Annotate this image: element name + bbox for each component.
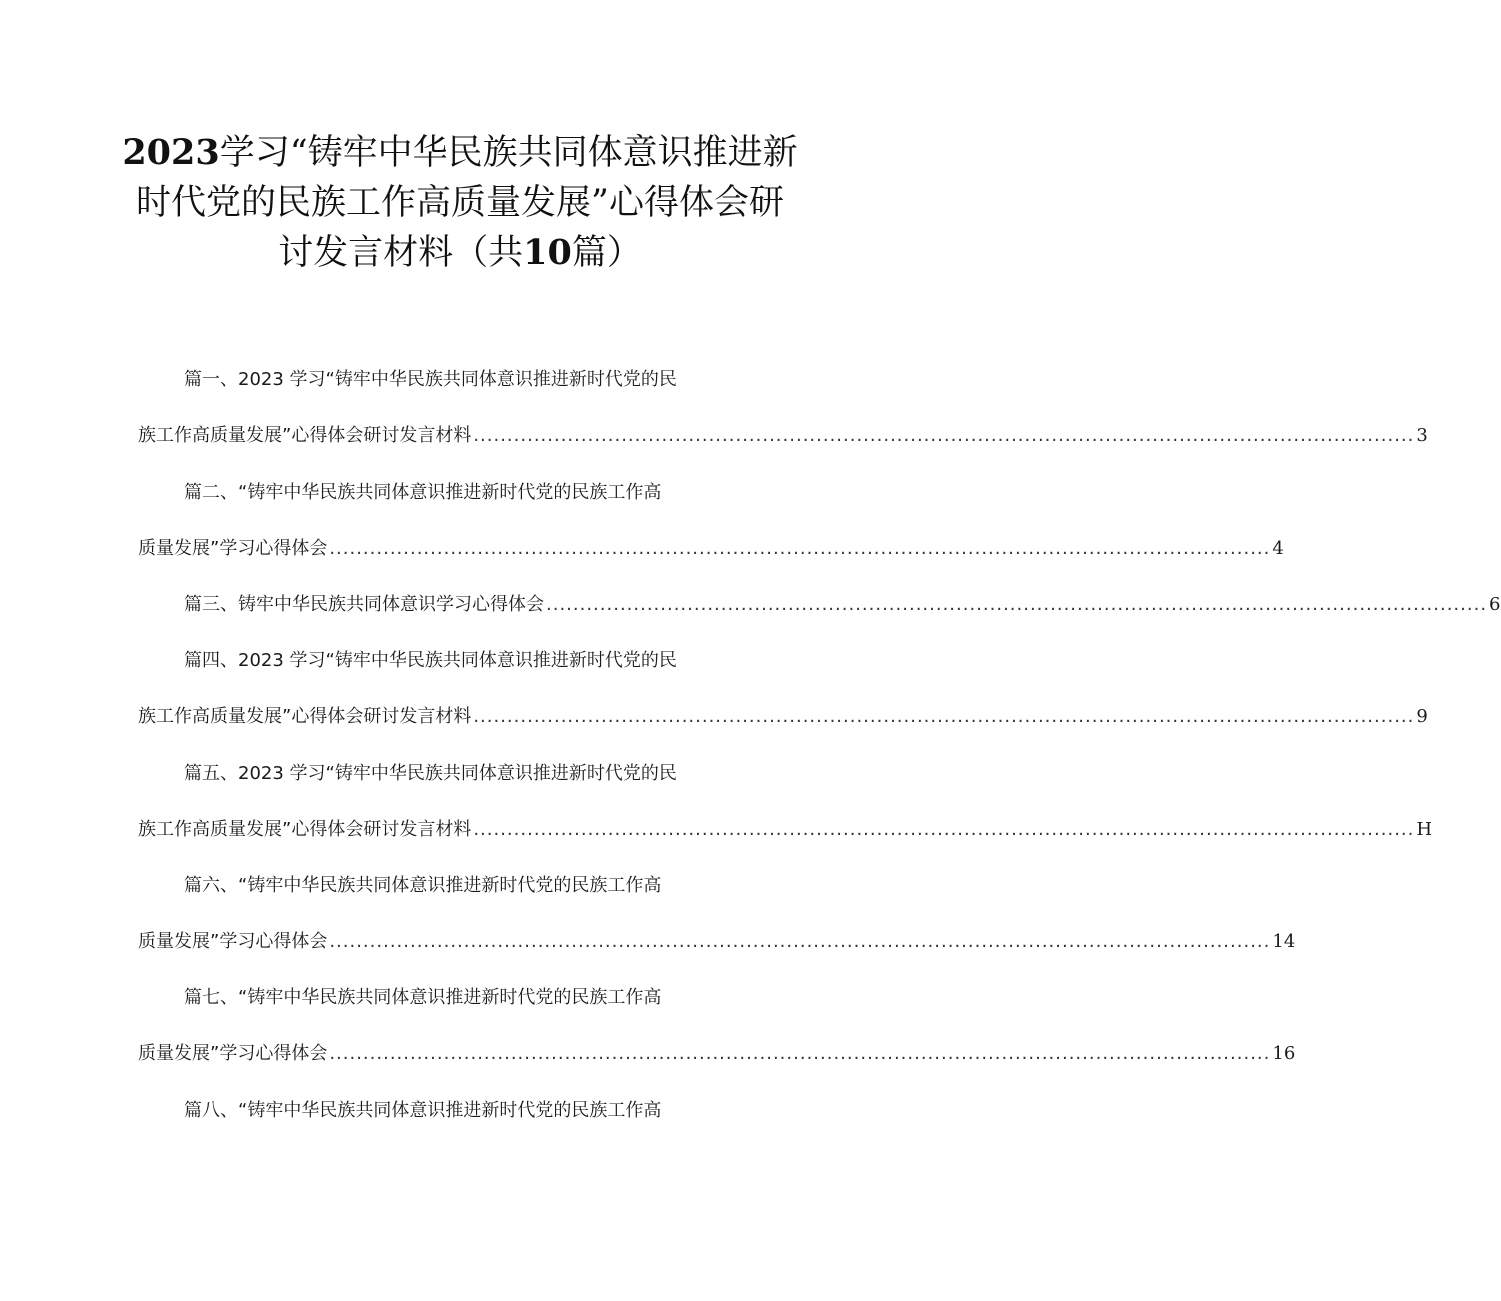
toc-entry-8-first-line[interactable]: 篇八、“铸牢中华民族共同体意识推进新时代党的民族工作高	[184, 1100, 662, 1121]
toc-entry-1-second-line[interactable]	[138, 422, 1428, 450]
toc-entry-5-first-line[interactable]: 篇五、2023 学习“铸牢中华民族共同体意识推进新时代党的民	[184, 763, 677, 784]
dot-leader: ............................................................................................................................................	[473, 706, 1415, 727]
title-line-1-text: 学习“铸牢中华民族共同体意识推进新	[219, 133, 798, 173]
toc-entry-7-tail: 质量发展”学习心得体会	[138, 1043, 328, 1064]
dot-leader: ............................................................................................................................................	[473, 425, 1415, 446]
toc-entry-7-first-line[interactable]: 篇七、“铸牢中华民族共同体意识推进新时代党的民族工作高	[184, 987, 662, 1008]
toc-entry-5-second-line[interactable]	[138, 816, 1433, 844]
toc-entry-2-tail: 质量发展”学习心得体会	[138, 538, 328, 559]
toc-entry-5-tail: 族工作高质量发展”心得体会研讨发言材料	[138, 819, 472, 840]
toc-entry-4-tail: 族工作高质量发展”心得体会研讨发言材料	[138, 706, 472, 727]
toc-entry-6-second-line[interactable]	[138, 928, 1296, 956]
dot-leader: ............................................................................................................................................	[546, 594, 1488, 615]
title-line-3-post: 篇）	[571, 233, 642, 273]
toc-entry-3-page: 6	[1489, 594, 1501, 615]
toc-entry-6-page: 14	[1272, 931, 1296, 952]
toc-entry-7-page: 16	[1272, 1043, 1296, 1064]
toc-entry-1-page: 3	[1416, 425, 1428, 446]
title-count: 10	[523, 232, 572, 273]
title-line-2: 时代党的民族工作高质量发展”心得体会研	[136, 183, 784, 223]
toc-entry-2-second-line[interactable]	[138, 535, 1284, 563]
title-year: 2023	[122, 132, 220, 173]
toc-entry-2-first-line[interactable]: 篇二、“铸牢中华民族共同体意识推进新时代党的民族工作高	[184, 482, 662, 503]
toc-entry-4-first-line[interactable]: 篇四、2023 学习“铸牢中华民族共同体意识推进新时代党的民	[184, 650, 677, 671]
title-line-3-pre: 讨发言材料（共	[278, 233, 524, 273]
toc-entry-1-tail: 族工作高质量发展”心得体会研讨发言材料	[138, 425, 472, 446]
toc-entry-5-page: H	[1416, 819, 1433, 840]
dot-leader: ............................................................................................................................................	[329, 931, 1271, 952]
dot-leader: ............................................................................................................................................	[329, 538, 1271, 559]
toc-entry-2-page: 4	[1272, 538, 1284, 559]
toc-entry-6-first-line[interactable]: 篇六、“铸牢中华民族共同体意识推进新时代党的民族工作高	[184, 875, 662, 896]
toc-entry-3-text: 篇三、铸牢中华民族共同体意识学习心得体会	[184, 594, 544, 615]
dot-leader: ............................................................................................................................................	[329, 1043, 1271, 1064]
toc-entry-7-second-line[interactable]	[138, 1040, 1296, 1068]
toc-entry-4-page: 9	[1416, 706, 1428, 727]
toc-entry-1-first-line[interactable]: 篇一、2023 学习“铸牢中华民族共同体意识推进新时代党的民	[184, 369, 677, 390]
dot-leader: ............................................................................................................................................	[473, 819, 1415, 840]
toc-entry-4-second-line[interactable]	[138, 703, 1428, 731]
toc-entry-3[interactable]	[184, 591, 1501, 619]
toc-entry-6-tail: 质量发展”学习心得体会	[138, 931, 328, 952]
